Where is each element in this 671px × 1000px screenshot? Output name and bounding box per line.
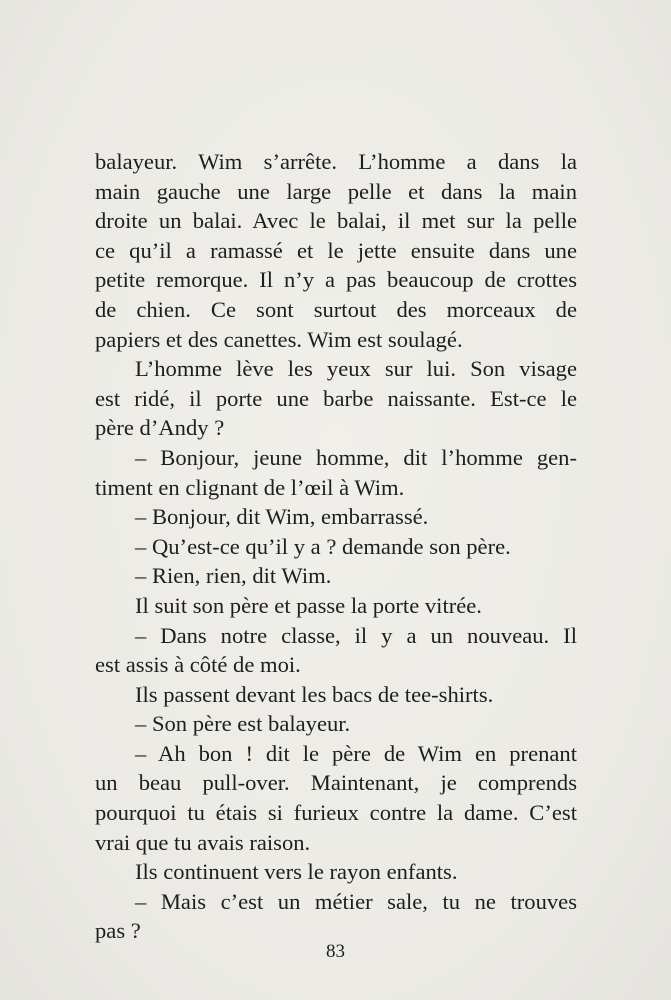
text-line: papiers et des canettes. Wim est soulagé. [95,326,463,352]
text-line: droite un balai. Avec le balai, il met sur la pelle [95,208,577,234]
text-line: pourquoi tu étais si furieux contre la dame. C’est [95,800,577,826]
body-text [95,147,577,946]
text-line: – Ah bon ! dit le père de Wim en prenant [135,740,577,766]
text-line: Il suit son père et passe la porte vitrée. [135,592,482,618]
text-line: un beau pull-over. Maintenant, je comprends [95,770,577,796]
text-line: timent en clignant de l’œil à Wim. [95,474,405,500]
text-line: balayeur. Wim s’arrête. L’homme a dans la [95,149,577,174]
text-line: – Son père est balayeur. [135,711,351,737]
text-line: – Dans notre classe, il y a un nouveau. Il [135,622,577,648]
text-line: – Qu’est-ce qu’il y a ? demande son père. [135,533,511,559]
text-line: – Bonjour, dit Wim, embarrassé. [135,504,429,530]
text-line: de chien. Ce sont surtout des morceaux de [95,296,577,322]
text-line: main gauche une large pelle et dans la main [95,178,577,204]
text-line: ce qu’il a ramassé et le jette ensuite dans une [95,237,577,263]
text-line: – Mais c’est un métier sale, tu ne trouves [135,888,577,914]
text-line: Ils continuent vers le rayon enfants. [135,859,458,885]
text-line: Ils passent devant les bacs de tee-shirts. [135,681,494,707]
text-line: père d’Andy ? [95,415,225,441]
text-line: petite remorque. Il n’y a pas beaucoup de crottes [95,267,577,293]
text-line: pas ? [95,918,141,944]
text-line: est assis à côté de moi. [95,652,301,678]
text-line: – Bonjour, jeune homme, dit l’homme gen- [135,444,577,470]
text-line: L’homme lève les yeux sur lui. Son visage [135,356,577,382]
page-number: 83 [326,941,345,962]
text-line: vrai que tu avais raison. [95,829,311,855]
text-line: est ridé, il porte une barbe naissante. Est-ce le [95,385,577,411]
text-line: – Rien, rien, dit Wim. [135,563,332,589]
